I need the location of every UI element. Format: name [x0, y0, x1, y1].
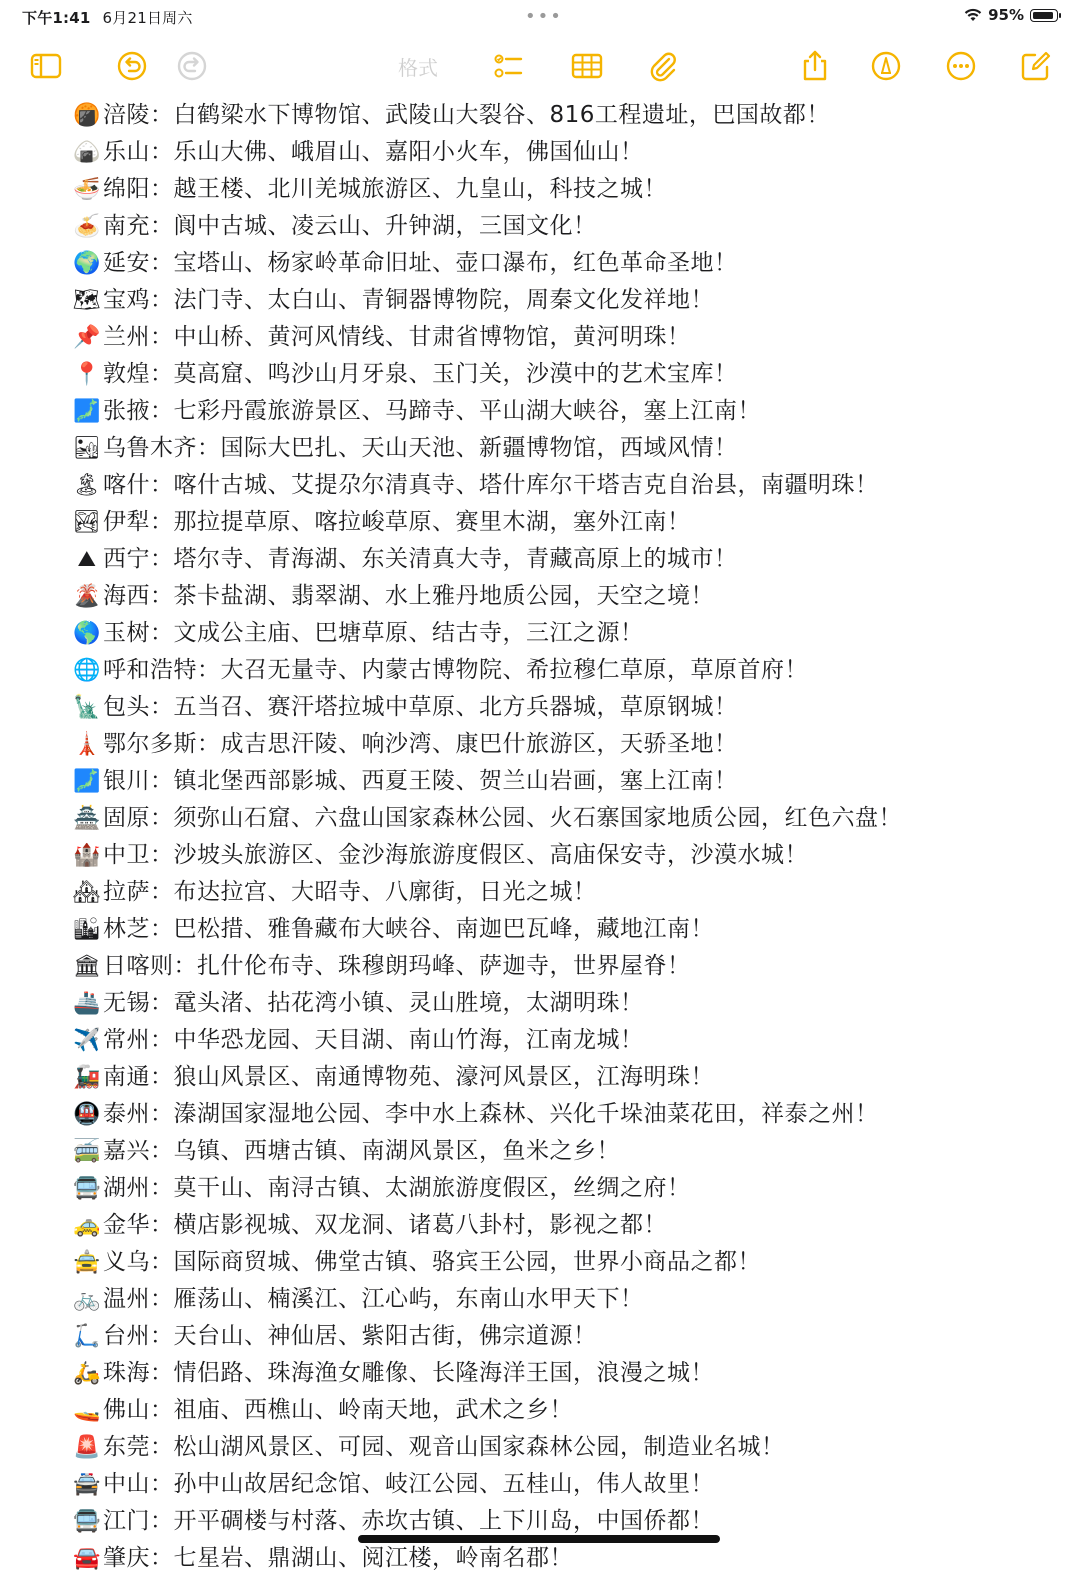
note-line-text: 涪陵：白鹤梁水下博物馆、武陵山大裂谷、816工程遗址，巴国故都！: [103, 102, 830, 128]
note-line[interactable]: [72, 1392, 1062, 1429]
emoji-icon: 🚖: [73, 1250, 101, 1275]
emoji-icon: 🚕: [73, 1213, 101, 1238]
note-line[interactable]: [72, 171, 1062, 208]
note-line-text: 伊犁：那拉提草原、喀拉峻草原、赛里木湖，塞外江南！: [103, 509, 691, 535]
emoji-icon: 📌: [73, 325, 101, 350]
emoji-icon: ⛰: [77, 547, 97, 572]
note-line[interactable]: [72, 1466, 1062, 1503]
emoji-icon: 🏘: [72, 880, 102, 905]
emoji-icon: 🚢: [73, 991, 101, 1016]
undo-icon[interactable]: [112, 46, 152, 86]
note-line[interactable]: [72, 1540, 1062, 1577]
note-line-text: 敦煌：莫高窟、鸣沙山月牙泉、玉门关，沙漠中的艺术宝库！: [103, 361, 738, 387]
format-button[interactable]: 格式: [398, 56, 438, 80]
status-time-date: [22, 7, 193, 28]
wifi-icon: [964, 8, 982, 22]
note-line-text: 金华：横店影视城、双龙洞、诸葛八卦村，影视之都！: [103, 1212, 667, 1238]
note-line-text: 温州：雁荡山、楠溪江、江心屿，东南山水甲天下！: [103, 1286, 644, 1312]
note-line-text: 东莞：松山湖风景区、可园、观音山国家森林公园，制造业名城！: [103, 1434, 785, 1460]
note-line-text: 绵阳：越王楼、北川羌城旅游区、九皇山，科技之城！: [103, 176, 667, 202]
note-line-text: 张掖：七彩丹霞旅游景区、马蹄寺、平山湖大峡谷，塞上江南！: [103, 398, 761, 424]
table-icon[interactable]: [567, 46, 607, 86]
note-line-text: 乐山：乐山大佛、峨眉山、嘉阳小火车，佛国仙山！: [103, 139, 644, 165]
note-line[interactable]: [72, 467, 1062, 504]
note-line-text: 常州：中华恐龙园、天目湖、南山竹海，江南龙城！: [103, 1027, 644, 1053]
note-line-text: 玉树：文成公主庙、巴塘草原、结古寺，三江之源！: [103, 620, 644, 646]
note-line[interactable]: [72, 1318, 1062, 1355]
emoji-icon: 🚇: [73, 1102, 101, 1127]
note-line[interactable]: [72, 874, 1062, 911]
emoji-icon: 🌋: [73, 584, 101, 609]
note-line[interactable]: [72, 541, 1062, 578]
note-line-text: 南通：狼山风景区、南通博物苑、濠河风景区，江海明珠！: [103, 1064, 714, 1090]
note-line-text: 台州：天台山、神仙居、紫阳古街，佛宗道源！: [103, 1323, 597, 1349]
emoji-icon: 🏝: [72, 473, 102, 498]
note-line-text: 固原：须弥山石窟、六盘山国家森林公园、火石寨国家地质公园，红色六盘！: [103, 805, 902, 831]
note-line[interactable]: [72, 1429, 1062, 1466]
note-line[interactable]: [72, 615, 1062, 652]
note-line[interactable]: [72, 282, 1062, 319]
note-line-text: 日喀则：扎什伦布寺、珠穆朗玛峰、萨迦寺，世界屋脊！: [103, 953, 691, 979]
emoji-icon: 🚔: [73, 1472, 101, 1497]
note-line[interactable]: [72, 1170, 1062, 1207]
emoji-icon: 🏜: [72, 436, 102, 461]
more-icon[interactable]: [941, 46, 981, 86]
multitasking-dots-icon[interactable]: •••: [525, 6, 563, 27]
battery-icon: [1030, 9, 1058, 22]
note-line-text: 宝鸡：法门寺、太白山、青铜器博物院，周秦文化发祥地！: [103, 287, 714, 313]
note-line[interactable]: [72, 763, 1062, 800]
emoji-icon: 🗽: [73, 695, 101, 720]
note-line-text: 泰州：溱湖国家湿地公园、李中水上森林、兴化千垛油菜花田，祥泰之州！: [103, 1101, 879, 1127]
emoji-icon: 🏙: [72, 917, 102, 942]
emoji-icon: 🌍: [73, 251, 101, 276]
share-icon[interactable]: [795, 46, 835, 86]
emoji-icon: 🏞: [72, 510, 102, 535]
note-line[interactable]: [72, 134, 1062, 171]
note-line[interactable]: [72, 1022, 1062, 1059]
checklist-icon[interactable]: [488, 46, 528, 86]
emoji-icon: 🚍: [73, 1176, 101, 1201]
note-line-text: 中卫：沙坡头旅游区、金沙海旅游度假区、高庙保安寺，沙漠水城！: [103, 842, 808, 868]
emoji-icon: 🗺: [72, 288, 102, 313]
note-line[interactable]: [72, 245, 1062, 282]
emoji-icon: 🚍: [73, 1509, 101, 1534]
emoji-icon: 🌐: [73, 658, 101, 683]
note-line-text: 喀什：喀什古城、艾提尕尔清真寺、塔什库尔干塔吉克自治县，南疆明珠！: [103, 472, 879, 498]
note-body[interactable]: [72, 97, 1062, 1571]
redo-icon[interactable]: [172, 46, 212, 86]
emoji-icon: 🏛: [72, 954, 102, 979]
attachment-icon[interactable]: [643, 46, 683, 86]
note-line[interactable]: [72, 800, 1062, 837]
compose-icon[interactable]: [1016, 46, 1056, 86]
note-line[interactable]: [72, 504, 1062, 541]
note-line-text: 江门：开平碉楼与村落、赤坎古镇、上下川岛，中国侨都！: [103, 1508, 714, 1534]
status-bar: [0, 0, 1080, 34]
note-line[interactable]: [72, 1059, 1062, 1096]
note-line-text: 中山：孙中山故居纪念馆、岐江公园、五桂山，伟人故里！: [103, 1471, 714, 1497]
note-line-text: 包头：五当召、赛汗塔拉城中草原、北方兵器城，草原钢城！: [103, 694, 738, 720]
note-line-text: 珠海：情侣路、珠海渔女雕像、长隆海洋王国，浪漫之城！: [103, 1360, 714, 1386]
note-line[interactable]: [72, 837, 1062, 874]
emoji-icon: 🚨: [73, 1435, 101, 1460]
note-line-text: 佛山：祖庙、西樵山、岭南天地，武术之乡！: [103, 1397, 573, 1423]
note-line[interactable]: [72, 97, 1062, 134]
note-line[interactable]: [72, 1244, 1062, 1281]
notes-toolbar: [0, 40, 1080, 92]
note-line-text: 拉萨：布达拉宫、大昭寺、八廓街，日光之城！: [103, 879, 597, 905]
note-line[interactable]: [72, 1133, 1062, 1170]
status-date: 6月21日周六: [102, 9, 193, 27]
emoji-icon: 🍜: [73, 177, 101, 202]
note-line[interactable]: [72, 319, 1062, 356]
note-line-text: 嘉兴：乌镇、西塘古镇、南湖风景区，鱼米之乡！: [103, 1138, 620, 1164]
battery-fill: [1033, 12, 1053, 19]
emoji-icon: 🚂: [73, 1065, 101, 1090]
note-line[interactable]: [72, 652, 1062, 689]
note-line[interactable]: [72, 208, 1062, 245]
note-line[interactable]: [72, 726, 1062, 763]
emoji-icon: 🛵: [73, 1361, 101, 1386]
note-line-text: 肇庆：七星岩、鼎湖山、阅江楼，岭南名郡！: [103, 1545, 573, 1571]
note-line[interactable]: [72, 689, 1062, 726]
note-line-text: 银川：镇北堡西部影城、西夏王陵、贺兰山岩画，塞上江南！: [103, 768, 738, 794]
note-line[interactable]: [72, 911, 1062, 948]
emoji-icon: 🗼: [73, 732, 101, 757]
note-line-text: 无锡：鼋头渚、拈花湾小镇、灵山胜境，太湖明珠！: [103, 990, 644, 1016]
note-line[interactable]: [72, 1096, 1062, 1133]
note-line-text: 南充：阆中古城、凌云山、升钟湖，三国文化！: [103, 213, 597, 239]
battery-percent: 95%: [988, 6, 1024, 24]
note-line[interactable]: [72, 1355, 1062, 1392]
note-line[interactable]: [72, 430, 1062, 467]
emoji-icon: 🌎: [73, 621, 101, 646]
emoji-icon: 🏯: [73, 806, 101, 831]
emoji-icon: 🍙: [73, 140, 101, 165]
emoji-icon: 🚎: [73, 1139, 101, 1164]
emoji-icon: 📍: [73, 362, 101, 387]
note-line[interactable]: [72, 578, 1062, 615]
sidebar-icon[interactable]: [26, 46, 66, 86]
emoji-icon: 🚲: [73, 1287, 101, 1312]
status-right: [964, 6, 1058, 24]
emoji-icon: 🍘: [73, 103, 101, 128]
note-line-text: 海西：茶卡盐湖、翡翠湖、水上雅丹地质公园，天空之境！: [103, 583, 714, 609]
note-line-text: 延安：宝塔山、杨家岭革命旧址、壶口瀑布，红色革命圣地！: [103, 250, 738, 276]
emoji-icon: 🗾: [73, 769, 101, 794]
markup-icon[interactable]: [866, 46, 906, 86]
note-line[interactable]: [72, 948, 1062, 985]
emoji-icon: 🏰: [73, 843, 101, 868]
status-time: 下午1:41: [22, 9, 91, 27]
note-line[interactable]: [72, 985, 1062, 1022]
emoji-icon: 🚤: [73, 1398, 101, 1423]
note-line[interactable]: [72, 356, 1062, 393]
note-line-text: 林芝：巴松措、雅鲁藏布大峡谷、南迦巴瓦峰，藏地江南！: [103, 916, 714, 942]
emoji-icon: ✈️: [73, 1028, 101, 1053]
note-line-text: 呼和浩特：大召无量寺、内蒙古博物院、希拉穆仁草原，草原首府！: [103, 657, 808, 683]
note-line[interactable]: [72, 1207, 1062, 1244]
home-indicator[interactable]: [358, 1535, 720, 1543]
note-line-text: 兰州：中山桥、黄河风情线、甘肃省博物馆，黄河明珠！: [103, 324, 691, 350]
emoji-icon: 🚘: [73, 1546, 101, 1571]
note-line-text: 鄂尔多斯：成吉思汗陵、响沙湾、康巴什旅游区，天骄圣地！: [103, 731, 738, 757]
emoji-icon: 🛴: [73, 1324, 101, 1349]
emoji-icon: 🗾: [73, 399, 101, 424]
note-line-text: 乌鲁木齐：国际大巴扎、天山天池、新疆博物馆，西域风情！: [103, 435, 738, 461]
note-line-text: 西宁：塔尔寺、青海湖、东关清真大寺，青藏高原上的城市！: [103, 546, 738, 572]
note-line-text: 湖州：莫干山、南浔古镇、太湖旅游度假区，丝绸之府！: [103, 1175, 691, 1201]
emoji-icon: 🍝: [73, 214, 101, 239]
note-line[interactable]: [72, 393, 1062, 430]
note-line-text: 义乌：国际商贸城、佛堂古镇、骆宾王公园，世界小商品之都！: [103, 1249, 761, 1275]
note-line[interactable]: [72, 1281, 1062, 1318]
